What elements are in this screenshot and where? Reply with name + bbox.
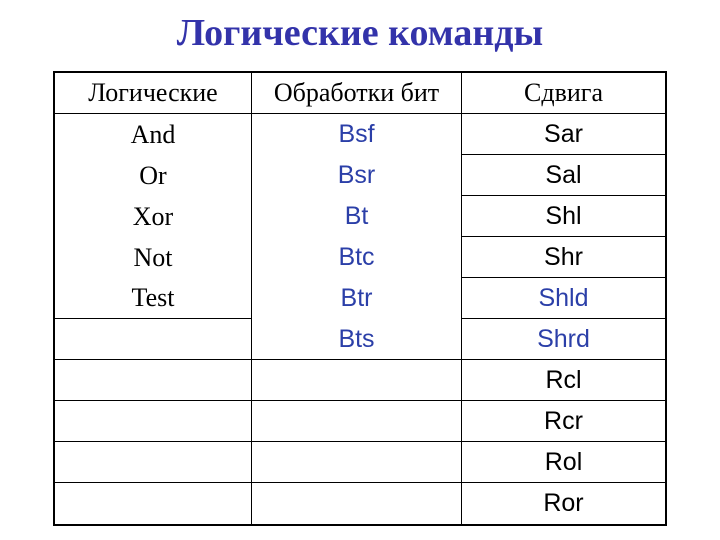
cell-logical-or: Or: [55, 155, 252, 196]
header-bit-ops: Обработки бит: [252, 73, 462, 114]
cell-logical-empty: [55, 483, 252, 524]
cell-logical-empty: [55, 442, 252, 483]
cell-logical-empty: [55, 319, 252, 360]
cell-bit-empty: [252, 360, 462, 401]
cell-shift-rcl: Rcl: [462, 360, 665, 401]
header-shift: Сдвига: [462, 73, 665, 114]
cell-shift-shr: Shr: [462, 237, 665, 278]
cell-bit-empty: [252, 483, 462, 524]
cell-shift-ror: Ror: [543, 489, 584, 517]
header-logical: Логические: [55, 73, 252, 114]
cell-bit-bsr: Bsr: [252, 155, 462, 196]
cell-shift-shl: Shl: [462, 196, 665, 237]
cell-logical-test: Test: [55, 278, 252, 319]
cell-shift-rol: Rol: [462, 442, 665, 483]
cell-bit-bsf: Bsf: [252, 114, 462, 155]
cell-shift-rcr: Rcr: [462, 401, 665, 442]
cell-shift-shld: Shld: [462, 278, 665, 319]
cell-shift-shrd: Shrd: [462, 319, 665, 360]
cell-bit-bt: Bt: [252, 196, 462, 237]
cell-bit-btc: Btc: [252, 237, 462, 278]
cell-bit-empty: [252, 401, 462, 442]
cell-logical-not: Not: [55, 237, 252, 278]
cell-logical-and: And: [55, 114, 252, 155]
cell-logical-empty: [55, 360, 252, 401]
cell-shift-sar: Sar: [462, 114, 665, 155]
commands-table: [53, 71, 667, 526]
cell-bit-bts: Bts: [252, 319, 462, 360]
cell-logical-empty: [55, 401, 252, 442]
cell-bit-empty: [252, 442, 462, 483]
page-title: Логические команды: [176, 12, 544, 54]
cell-bit-btr: Btr: [252, 278, 462, 319]
cell-logical-xor: Xor: [55, 196, 252, 237]
cell-shift-sal: Sal: [462, 155, 665, 196]
